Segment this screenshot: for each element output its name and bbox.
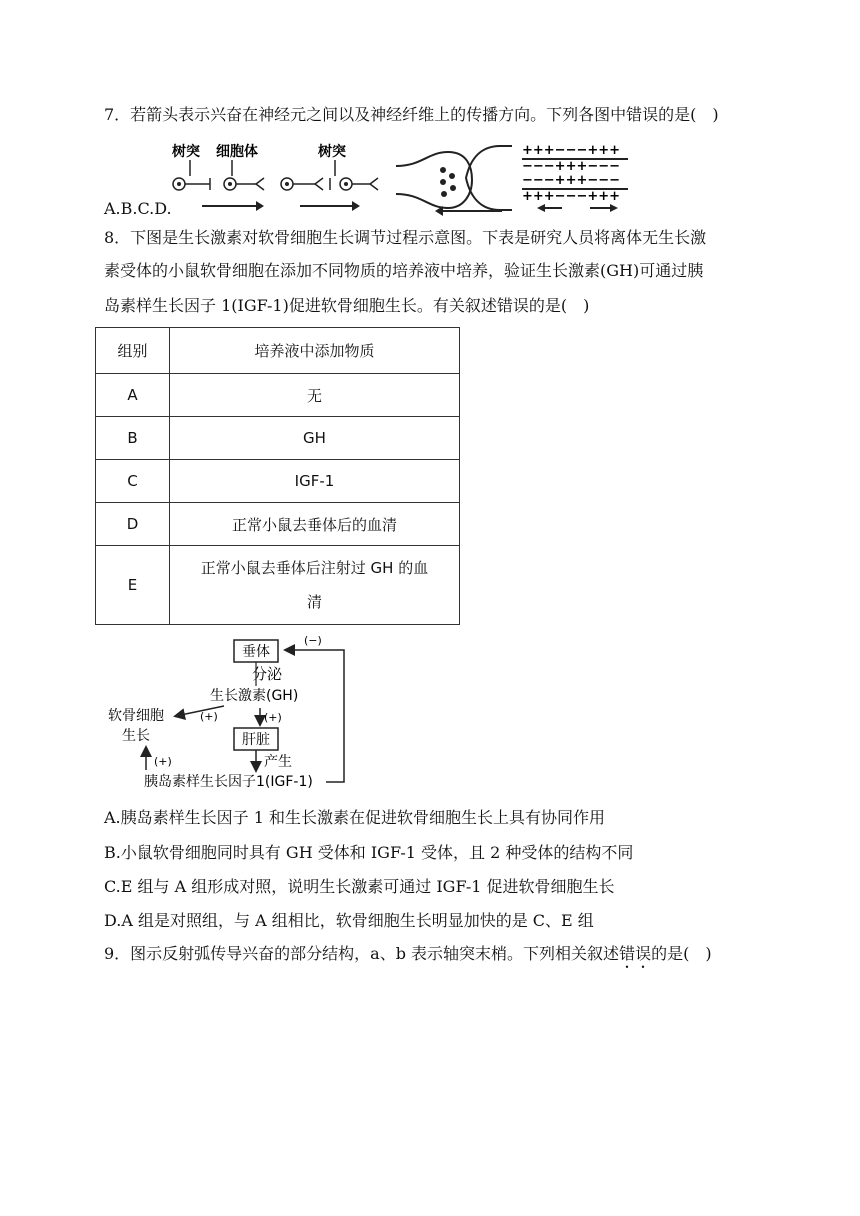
table-cell-group: A	[96, 374, 170, 417]
table-row	[96, 460, 460, 503]
table-cell-group: C	[96, 460, 170, 503]
liver-label: 肝脏	[242, 732, 270, 748]
membrane-row-4: +++−−−+++	[522, 189, 621, 204]
panel-a	[172, 143, 264, 211]
question-9-stem-suffix: 的是( )	[651, 944, 712, 963]
panel-c-synapse	[396, 146, 512, 216]
question-8-option-a: A.胰岛素样生长因子 1 和生长激素在促进软骨细胞生长上具有协同作用	[104, 808, 605, 827]
minus-sign: (−)	[304, 634, 322, 647]
question-8-diagram	[104, 628, 352, 796]
question-9-stem	[104, 943, 712, 972]
table-row	[96, 546, 460, 625]
membrane-row-3: −−−+++−−−	[522, 173, 621, 188]
table-cell-substance	[170, 546, 460, 625]
question-8-table	[95, 327, 460, 625]
question-8-option-d: D.A 组是对照组，与 A 组相比，软骨细胞生长明显加快的是 C、E 组	[104, 911, 594, 930]
question-7-options: A.B.C.D.	[104, 199, 172, 218]
table-cell-substance: GH	[170, 417, 460, 460]
label-cell-body: 细胞体	[216, 144, 258, 160]
panel-b	[281, 143, 378, 211]
cartilage-label-line-2: 生长	[122, 728, 150, 744]
question-9-stem-prefix: 9．图示反射弧传导兴奋的部分结构，a、b 表示轴突末梢。下列相关叙述	[104, 944, 620, 963]
label-dendrite-1: 树突	[172, 144, 200, 160]
table-header-substance: 培养液中添加物质	[170, 328, 460, 374]
table-cell-substance: 正常小鼠去垂体后的血清	[170, 503, 460, 546]
table-cell-substance: IGF-1	[170, 460, 460, 503]
table-row	[96, 417, 460, 460]
question-8-stem-line-3: 岛素样生长因子 1(IGF-1)促进软骨细胞生长。有关叙述错误的是( )	[104, 296, 590, 315]
plus-sign-igf-cartilage: (+)	[154, 755, 172, 768]
question-7-figure	[160, 138, 640, 218]
question-8-stem-line-2: 素受体的小鼠软骨细胞在添加不同物质的培养液中培养，验证生长激素(GH)可通过胰	[104, 261, 704, 280]
table-cell-substance: 无	[170, 374, 460, 417]
table-row	[96, 503, 460, 546]
secrete-label: 分泌	[252, 665, 283, 683]
produce-label: 产生	[264, 754, 292, 770]
gh-label: 生长激素(GH)	[210, 688, 299, 704]
plus-sign-gh-cartilage: (+)	[200, 710, 218, 723]
igf-label: 胰岛素样生长因子1(IGF-1)	[144, 774, 313, 790]
panel-d-membrane	[522, 143, 628, 212]
table-header-row	[96, 328, 460, 374]
cartilage-label-line-1: 软骨细胞	[108, 708, 164, 724]
label-dendrite-2: 树突	[318, 144, 346, 160]
question-8-stem-line-1: 8．下图是生长激素对软骨细胞生长调节过程示意图。下表是研究人员将离体无生长激	[104, 228, 707, 247]
table-cell-group: D	[96, 503, 170, 546]
table-cell-group: B	[96, 417, 170, 460]
membrane-row-2: −−−+++−−−	[522, 159, 621, 174]
question-8-option-b: B.小鼠软骨细胞同时具有 GH 受体和 IGF-1 受体，且 2 种受体的结构不同	[104, 843, 634, 862]
question-9-stem-emphasis: 错误	[619, 944, 652, 963]
question-7-stem: 7．若箭头表示兴奋在神经元之间以及神经纤维上的传播方向。下列各图中错误的是( )	[104, 105, 719, 124]
table-cell-substance-line-2: 清	[306, 593, 322, 611]
membrane-row-1: +++−−−+++	[522, 143, 621, 158]
table-cell-group: E	[96, 546, 170, 625]
table-header-group: 组别	[96, 328, 170, 374]
plus-sign-gh-liver: (+)	[264, 711, 282, 724]
pituitary-label: 垂体	[242, 644, 270, 660]
table-cell-substance-line-1: 正常小鼠去垂体后注射过 GH 的血	[200, 559, 429, 577]
question-8-option-c: C.E 组与 A 组形成对照，说明生长激素可通过 IGF-1 促进软骨细胞生长	[104, 877, 615, 896]
table-row	[96, 374, 460, 417]
